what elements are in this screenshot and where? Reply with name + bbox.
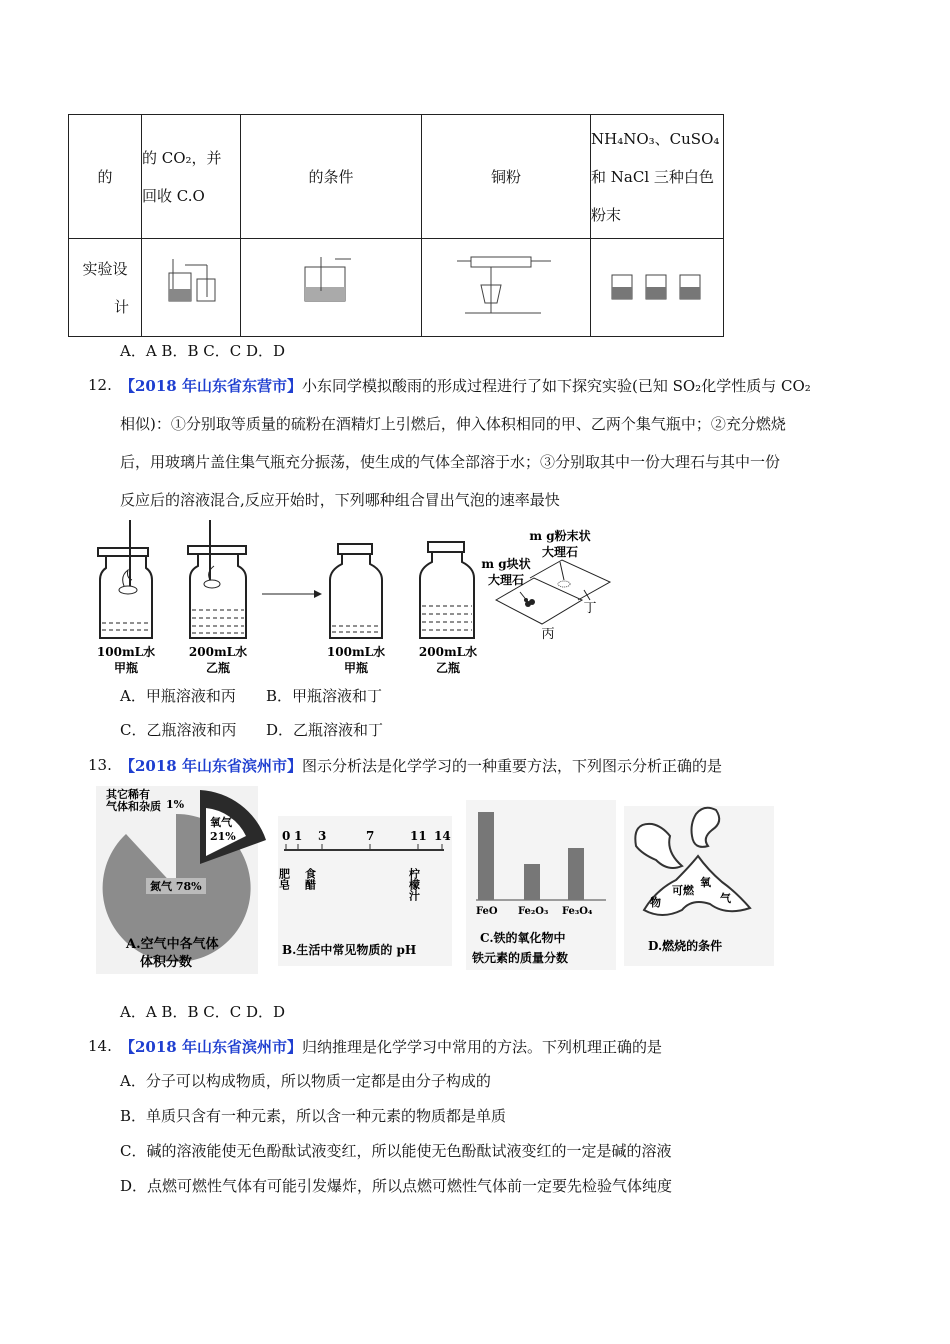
- option-d: D．乙瓶溶液和丁: [266, 721, 384, 739]
- cell-text: 的条件: [308, 167, 354, 186]
- label: m g粉末状: [529, 529, 591, 543]
- bottle-jia-burning: [98, 520, 152, 638]
- caption: B.生活中常见物质的 pH: [282, 943, 417, 957]
- question-text: 小东同学模拟酸雨的形成过程进行了如下探究实验(已知 SO₂化学性质与 CO₂: [301, 377, 811, 395]
- caption: 铁元素的质量分数: [472, 951, 569, 965]
- label: 1%: [166, 798, 185, 811]
- label: 气: [720, 892, 731, 905]
- question-text: 反应后的溶液混合,反应开始时，下列哪种组合冒出气泡的速率最快: [120, 491, 560, 509]
- option-a: A．分子可以构成物质，所以物质一定都是由分子构成的: [120, 1072, 491, 1090]
- label: 氧气: [210, 816, 232, 829]
- table-cell: [69, 115, 142, 239]
- label: 大理石: [541, 545, 579, 559]
- cell-text: 铜粉: [490, 167, 521, 186]
- label: 氧: [700, 876, 711, 889]
- bottle-yi-sealed: [420, 542, 474, 638]
- table-cell: [422, 239, 591, 337]
- label: 可燃: [672, 884, 694, 897]
- tick: 14: [434, 829, 451, 843]
- label: 其它稀有: [106, 788, 150, 801]
- tick: Fe₃O₄: [562, 906, 593, 917]
- label: 丁: [583, 601, 597, 616]
- cell-text: 的 CO₂，并: [142, 148, 222, 167]
- bar-fe3o4: [568, 848, 584, 900]
- tick: 0: [282, 829, 291, 843]
- apparatus-diagram: [602, 251, 712, 311]
- question-source: 【2018 年山东省滨州市】: [120, 1038, 302, 1056]
- experiment-table: [68, 114, 724, 337]
- option-a: A．甲瓶溶液和丙: [120, 687, 236, 705]
- label: 甲瓶: [343, 661, 369, 675]
- table-cell: [591, 239, 724, 337]
- figure-c-bars: [466, 800, 616, 970]
- label: 乙瓶: [435, 661, 461, 675]
- question-number: 13.: [88, 756, 112, 774]
- label: 甲瓶: [113, 661, 139, 675]
- label: 食醋: [303, 868, 317, 890]
- label: 100mL水: [96, 645, 156, 659]
- bottle-jia-sealed: [330, 544, 382, 638]
- caption: 体积分数: [140, 955, 193, 970]
- cell-text: 计: [113, 297, 129, 316]
- table-cell: [241, 239, 422, 337]
- tick: FeO: [476, 906, 498, 917]
- option-c: C．碱的溶液能使无色酚酞试液变红，所以能使无色酚酞试液变红的一定是碱的溶液: [120, 1142, 672, 1160]
- cell-text: 和 NaCl 三种白色: [591, 167, 714, 186]
- label: 乙瓶: [205, 661, 231, 675]
- table-cell: [422, 115, 591, 239]
- cell-text: 实验设: [82, 259, 128, 278]
- tick: 1: [294, 829, 303, 843]
- question-text: 后，用玻璃片盖住集气瓶充分振荡，使生成的气体全部溶于水；③分别取其中一份大理石与其中一份: [120, 453, 781, 471]
- question-text: 图示分析法是化学学习的一种重要方法，下列图示分析正确的是: [301, 757, 722, 775]
- caption: C.铁的氧化物中: [480, 931, 566, 945]
- table-cell: [69, 239, 142, 337]
- cell-text: 粉末: [591, 205, 622, 224]
- table-cell: [142, 115, 241, 239]
- question-text: 归纳推理是化学学习中常用的方法。下列机理正确的是: [301, 1038, 662, 1056]
- question-source: 【2018 年山东省滨州市】: [120, 757, 302, 775]
- label: 物: [650, 896, 661, 909]
- question-options: A．A B．B C．C D．D: [120, 1003, 286, 1021]
- cell-text: 的: [97, 167, 113, 186]
- option-d: D．点燃可燃性气体有可能引发爆炸，所以点燃可燃性气体前一定要先检验气体纯度: [120, 1177, 673, 1195]
- label: 氮气 78%: [150, 880, 202, 893]
- table-cell: [241, 115, 422, 239]
- acid-rain-figure: [90, 520, 630, 680]
- label: 肥皂: [277, 868, 291, 890]
- apparatus-diagram: [291, 251, 371, 311]
- cell-text: 回收 C.O: [142, 186, 205, 205]
- table-cell: [591, 115, 724, 239]
- caption: D.燃烧的条件: [648, 939, 723, 953]
- label: 丙: [541, 627, 555, 642]
- option-b: B．单质只含有一种元素，所以含一种元素的物质都是单质: [120, 1107, 507, 1125]
- caption: A.空气中各气体: [126, 937, 219, 952]
- label: 100mL水: [326, 645, 386, 659]
- label: 21%: [210, 830, 236, 843]
- label: 柠檬汁: [407, 868, 421, 901]
- option-c: C．乙瓶溶液和丙: [120, 721, 237, 739]
- table-cell: [142, 239, 241, 337]
- label: m g块状: [481, 557, 531, 571]
- question-options: A．A B．B C．C D．D: [120, 342, 286, 360]
- analysis-figures: [96, 786, 776, 974]
- label: 气体和杂质: [106, 800, 161, 813]
- cell-text: NH₄NO₃、CuSO₄: [591, 129, 720, 148]
- label: 大理石: [487, 573, 525, 587]
- bottle-yi-burning: [188, 520, 246, 638]
- question-number: 14.: [88, 1037, 112, 1055]
- question-text: 相似)：①分别取等质量的硫粉在酒精灯上引燃后，伸入体积相同的甲、乙两个集气瓶中；②充分燃烧: [120, 415, 786, 433]
- apparatus-diagram: [151, 251, 231, 311]
- bar-feo: [478, 812, 494, 900]
- question-source: 【2018 年山东省东营市】: [120, 377, 302, 395]
- label: 200mL水: [418, 645, 478, 659]
- tick: 11: [410, 829, 427, 843]
- figure-b-ph: [278, 816, 453, 966]
- figure-d-fire: [624, 806, 774, 966]
- tick: Fe₂O₃: [518, 906, 549, 917]
- question-number: 12.: [88, 376, 112, 394]
- bar-fe2o3: [524, 864, 540, 900]
- tick: 7: [366, 829, 375, 843]
- apparatus-diagram: [451, 241, 561, 321]
- label: 200mL水: [188, 645, 248, 659]
- figure-a-pie: [96, 786, 266, 974]
- option-b: B．甲瓶溶液和丁: [266, 687, 383, 705]
- tick: 3: [318, 829, 327, 843]
